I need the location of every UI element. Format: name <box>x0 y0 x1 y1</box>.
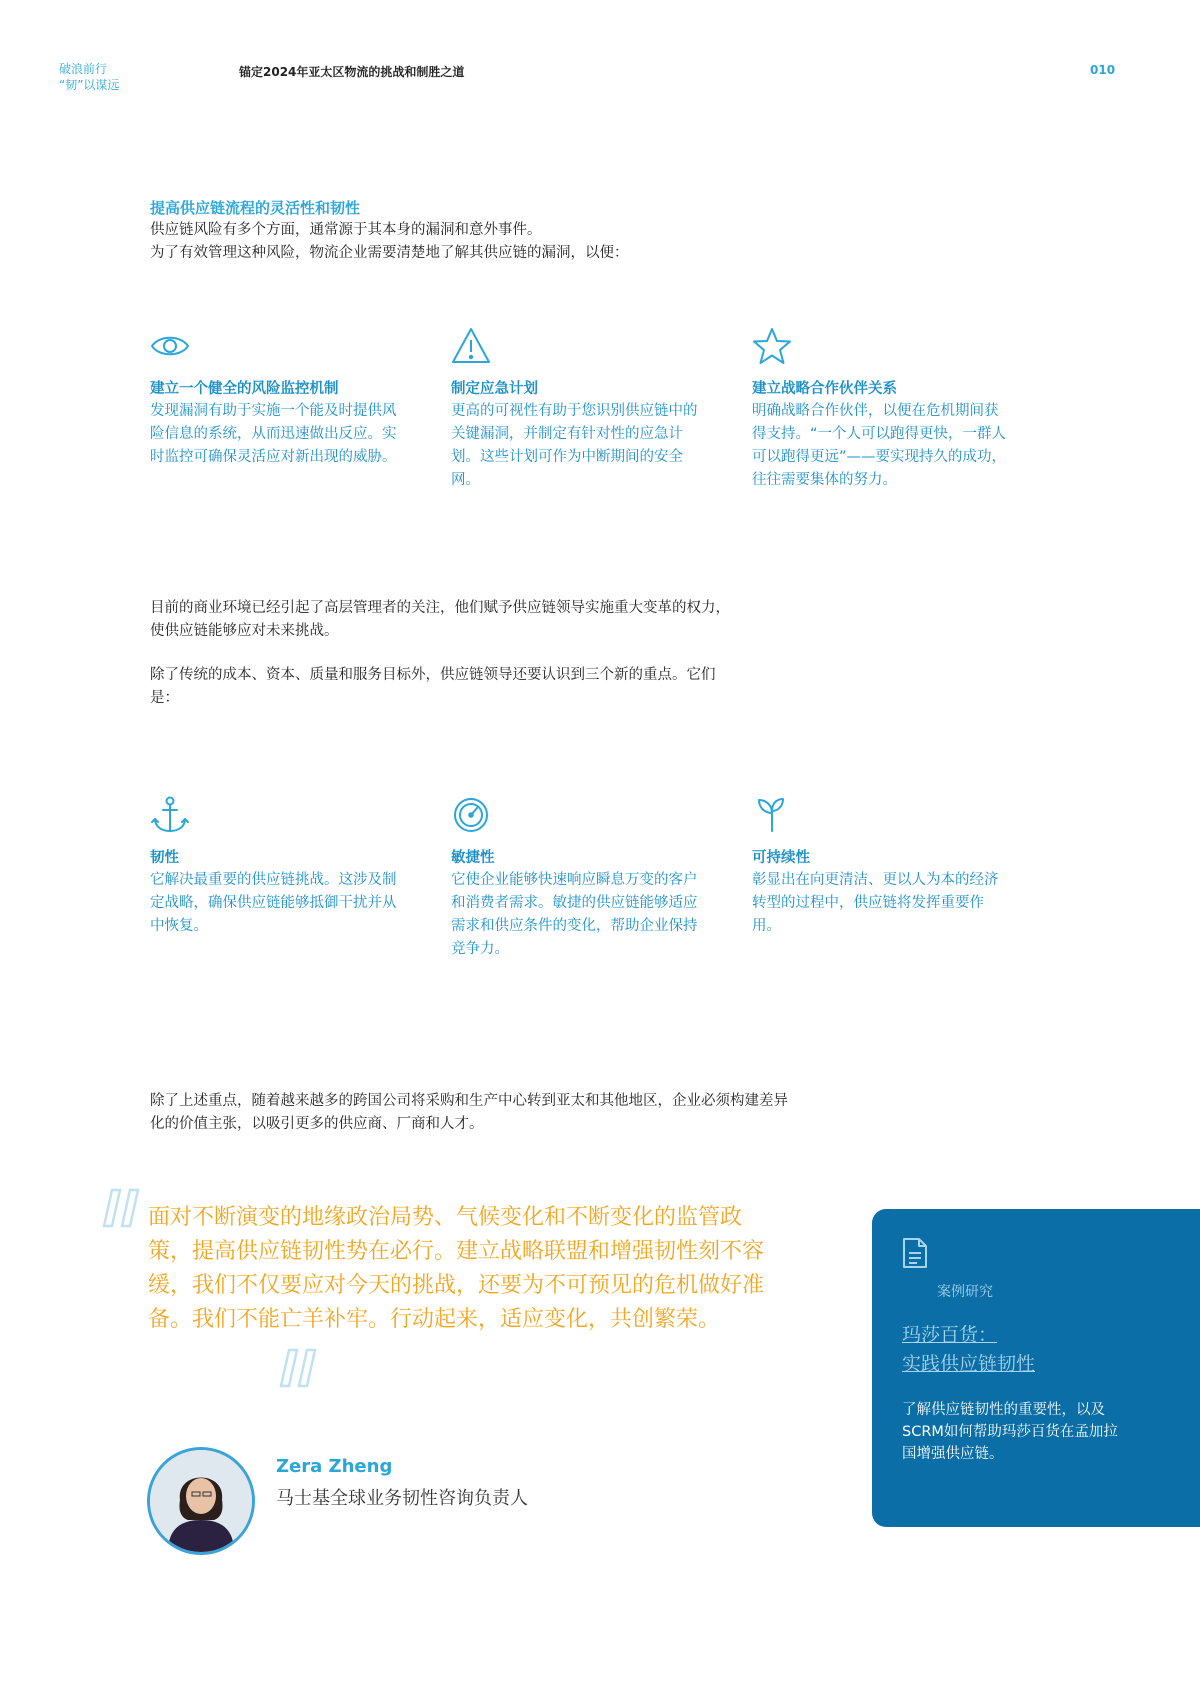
intro-section <box>150 197 910 265</box>
feature-contingency-plan <box>451 326 711 492</box>
paragraph-new-priorities: 除了传统的成本、资本、质量和服务目标外，供应链领导还要认识到三个新的重点。它们是： <box>150 667 716 706</box>
feature-text: 它解决最重要的供应链挑战。这涉及制定战略，确保供应链能够抵御干扰并从中恢复。 <box>150 872 397 934</box>
intro-heading: 提高供应链流程的灵活性和韧性 <box>150 199 361 217</box>
quote-close-mark-icon <box>277 1348 325 1392</box>
feature-title: 韧性 <box>150 850 179 866</box>
sprout-icon <box>752 795 792 835</box>
case-study-link[interactable] <box>902 1321 1162 1379</box>
intro-line-2: 为了有效管理这种风险，物流企业需要清楚地了解其供应链的漏洞，以便： <box>150 245 629 261</box>
feature-title: 制定应急计划 <box>451 381 538 397</box>
avatar <box>147 1447 255 1555</box>
feature-title: 建立一个健全的风险监控机制 <box>150 381 339 397</box>
paragraph-value-proposition: 除了上述重点，随着越来越多的跨国公司将采购和生产中心转到亚太和其他地区，企业必须构建差异化的价值主张，以吸引更多的供应商、厂商和人才。 <box>150 1093 788 1132</box>
feature-risk-monitoring <box>150 326 410 469</box>
case-study-label: 案例研究 <box>937 1284 993 1300</box>
warning-icon <box>451 326 491 366</box>
case-study-description: 了解供应链韧性的重要性，以及SCRM如何帮助玛莎百货在孟加拉国增强供应链。 <box>902 1402 1118 1462</box>
feature-title: 敏捷性 <box>451 850 495 866</box>
intro-line-1: 供应链风险有多个方面，通常源于其本身的漏洞和意外事件。 <box>150 222 542 238</box>
feature-text: 明确战略合作伙伴，以便在危机期间获得支持。“一个人可以跑得更快，一群人可以跑得更远”——要实现持久的成功，往往需要集体的努力。 <box>752 403 1007 488</box>
feature-resilience <box>150 795 410 938</box>
author-name: Zera Zheng <box>276 1456 393 1477</box>
feature-agility <box>451 795 711 961</box>
brand-line-2: “韧”以谋远 <box>59 78 120 92</box>
brand-line-1: 破浪前行 <box>59 62 108 76</box>
pull-quote: 面对不断演变的地缘政治局势、气候变化和不断变化的监管政策，提高供应链韧性势在必行。建立战略联盟和增强韧性刻不容缓，我们不仅要应对今天的挑战，还要为不可预见的危机做好准备。我们不能亡羊补牢。行动起来，适应变化，共创繁荣。 <box>148 1205 765 1332</box>
eye-icon <box>150 326 190 366</box>
quote-open-mark-icon <box>94 1188 142 1232</box>
feature-strategic-partnership <box>752 326 1012 492</box>
case-study-card[interactable] <box>872 1209 1200 1527</box>
anchor-icon <box>150 795 190 835</box>
feature-text: 发现漏洞有助于实施一个能及时提供风险信息的系统，从而迅速做出反应。实时监控可确保灵活应对新出现的威胁。 <box>150 403 397 465</box>
feature-title: 可持续性 <box>752 850 810 866</box>
document-icon <box>902 1237 928 1273</box>
gauge-icon <box>451 795 491 835</box>
page-number: 010 <box>1090 63 1116 77</box>
document-title: 锚定2024年亚太区物流的挑战和制胜之道 <box>239 65 465 79</box>
paragraph-business-environment: 目前的商业环境已经引起了高层管理者的关注，他们赋予供应链领导实施重大变革的权力，使供应链能够应对未来挑战。 <box>150 600 730 639</box>
feature-text: 它使企业能够快速响应瞬息万变的客户和消费者需求。敏捷的供应链能够适应需求和供应条件的变化，帮助企业保持竞争力。 <box>451 872 698 957</box>
star-icon <box>752 326 792 366</box>
case-study-title-line-2[interactable]: 实践供应链韧性 <box>902 1353 1036 1375</box>
feature-sustainability <box>752 795 1012 938</box>
feature-text: 彰显出在向更清洁、更以人为本的经济转型的过程中，供应链将发挥重要作用。 <box>752 872 999 934</box>
feature-text: 更高的可视性有助于您识别供应链中的关键漏洞，并制定有针对性的应急计划。这些计划可作为中断期间的安全网。 <box>451 403 698 488</box>
author-role: 马士基全球业务韧性咨询负责人 <box>276 1488 528 1509</box>
case-study-title-line-1[interactable]: 玛莎百货： <box>902 1324 998 1346</box>
feature-title: 建立战略合作伙伴关系 <box>752 381 897 397</box>
header-brand <box>59 61 119 93</box>
